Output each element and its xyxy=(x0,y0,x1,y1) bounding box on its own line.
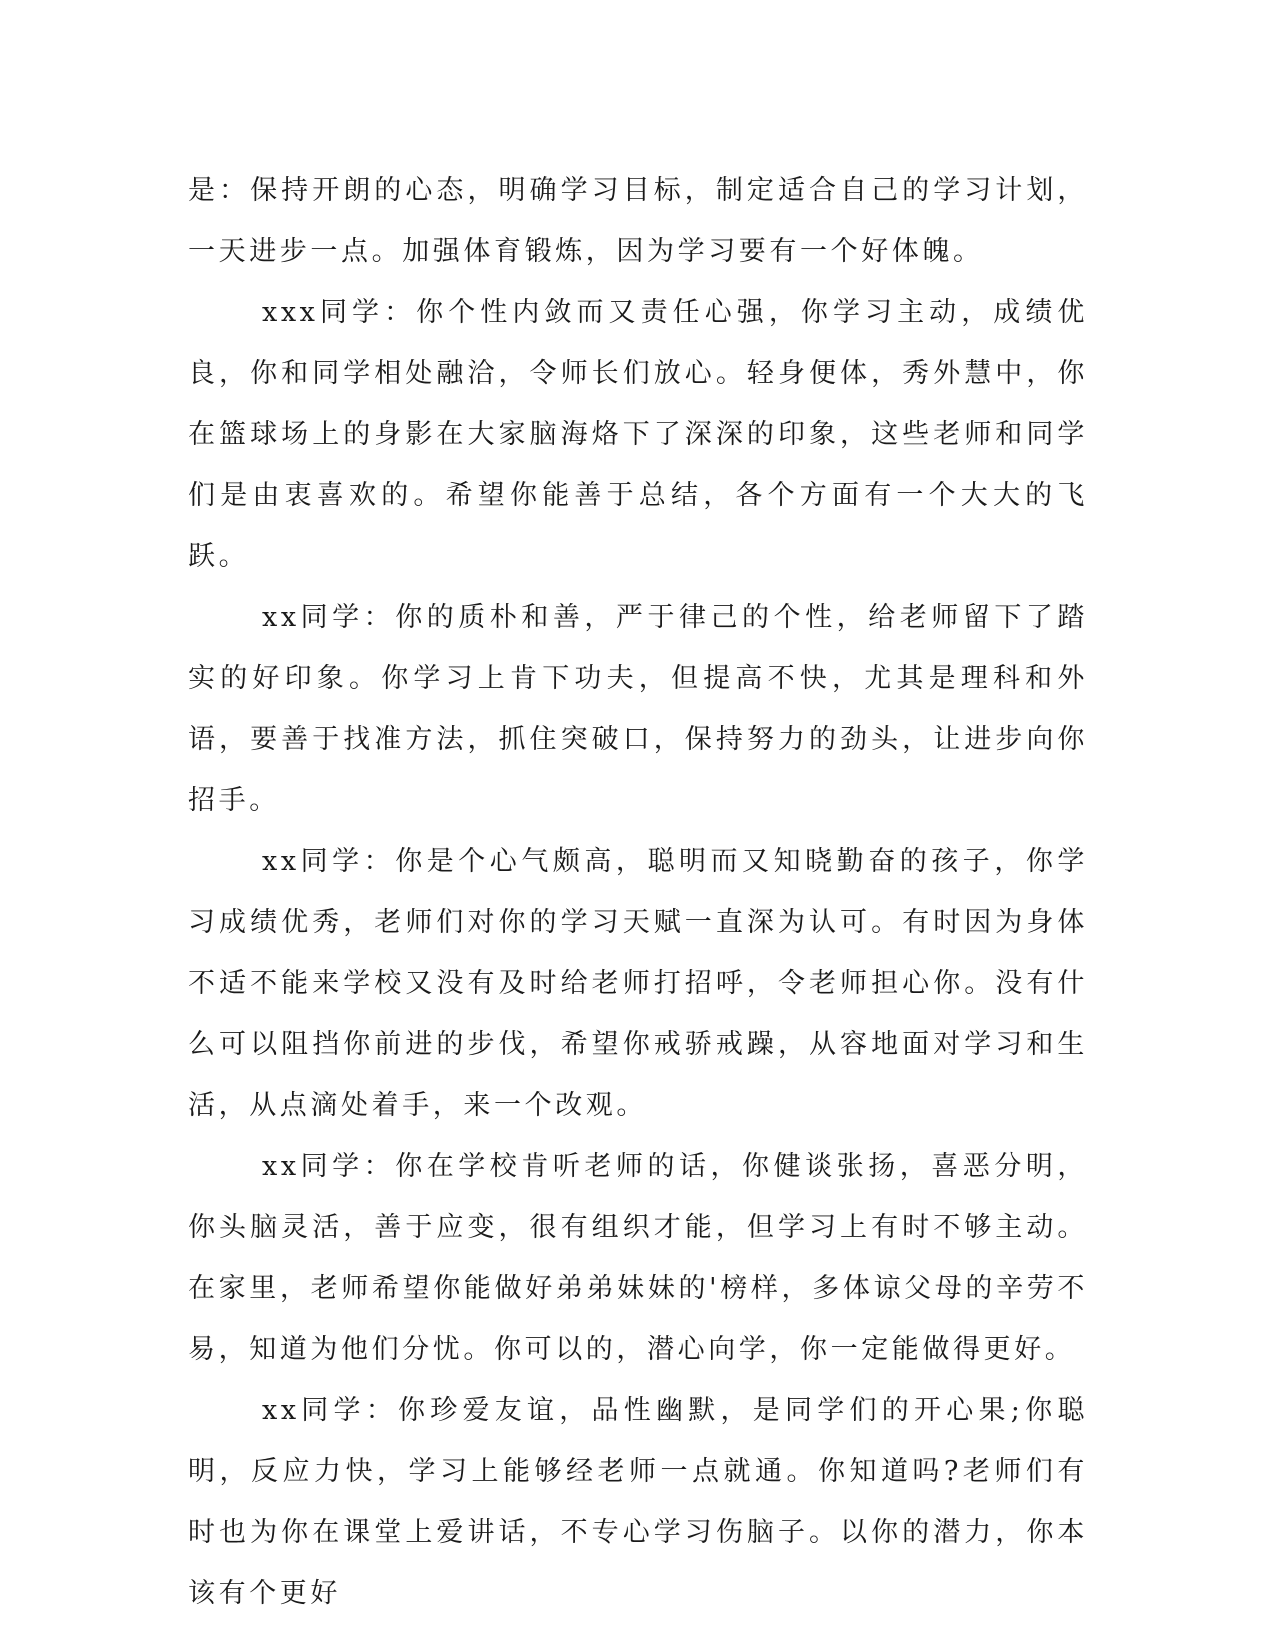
paragraph-5: xx同学：你在学校肯听老师的话，你健谈张扬，喜恶分明，你头脑灵活，善于应变，很有组织才能，但学习上有时不够主动。在家里，老师希望你能做好弟弟妹妹的'榜样，多体谅父母的辛劳不易，知道为他们分忧。你可以的，潜心向学，你一定能做得更好。 xyxy=(188,1151,1088,1365)
paragraph-4: xx同学：你是个心气颇高，聪明而又知晓勤奋的孩子，你学习成绩优秀，老师们对你的学习天赋一直深为认可。有时因为身体不适不能来学校又没有及时给老师打招呼，令老师担心你。没有什么可以阻挡你前进的步伐，希望你戒骄戒躁，从容地面对学习和生活，从点滴处着手，来一个改观。 xyxy=(188,846,1088,1121)
document-body xyxy=(188,160,1088,1624)
paragraph-3: xx同学：你的质朴和善，严于律己的个性，给老师留下了踏实的好印象。你学习上肯下功夫，但提高不快，尤其是理科和外语，要善于找准方法，抓住突破口，保持努力的劲头，让进步向你招手。 xyxy=(188,602,1088,816)
paragraph-1: 是：保持开朗的心态，明确学习目标，制定适合自己的学习计划，一天进步一点。加强体育锻炼，因为学习要有一个好体魄。 xyxy=(188,175,1088,267)
paragraph-2: xxx同学：你个性内敛而又责任心强，你学习主动，成绩优良，你和同学相处融洽，令师长们放心。轻身便体，秀外慧中，你在篮球场上的身影在大家脑海烙下了深深的印象，这些老师和同学们是由衷喜欢的。希望你能善于总结，各个方面有一个大大的飞跃。 xyxy=(188,297,1088,572)
paragraph-6: xx同学：你珍爱友谊，品性幽默，是同学们的开心果;你聪明，反应力快，学习上能够经老师一点就通。你知道吗?老师们有时也为你在课堂上爱讲话，不专心学习伤脑子。以你的潜力，你本该有个更好 xyxy=(188,1395,1088,1609)
